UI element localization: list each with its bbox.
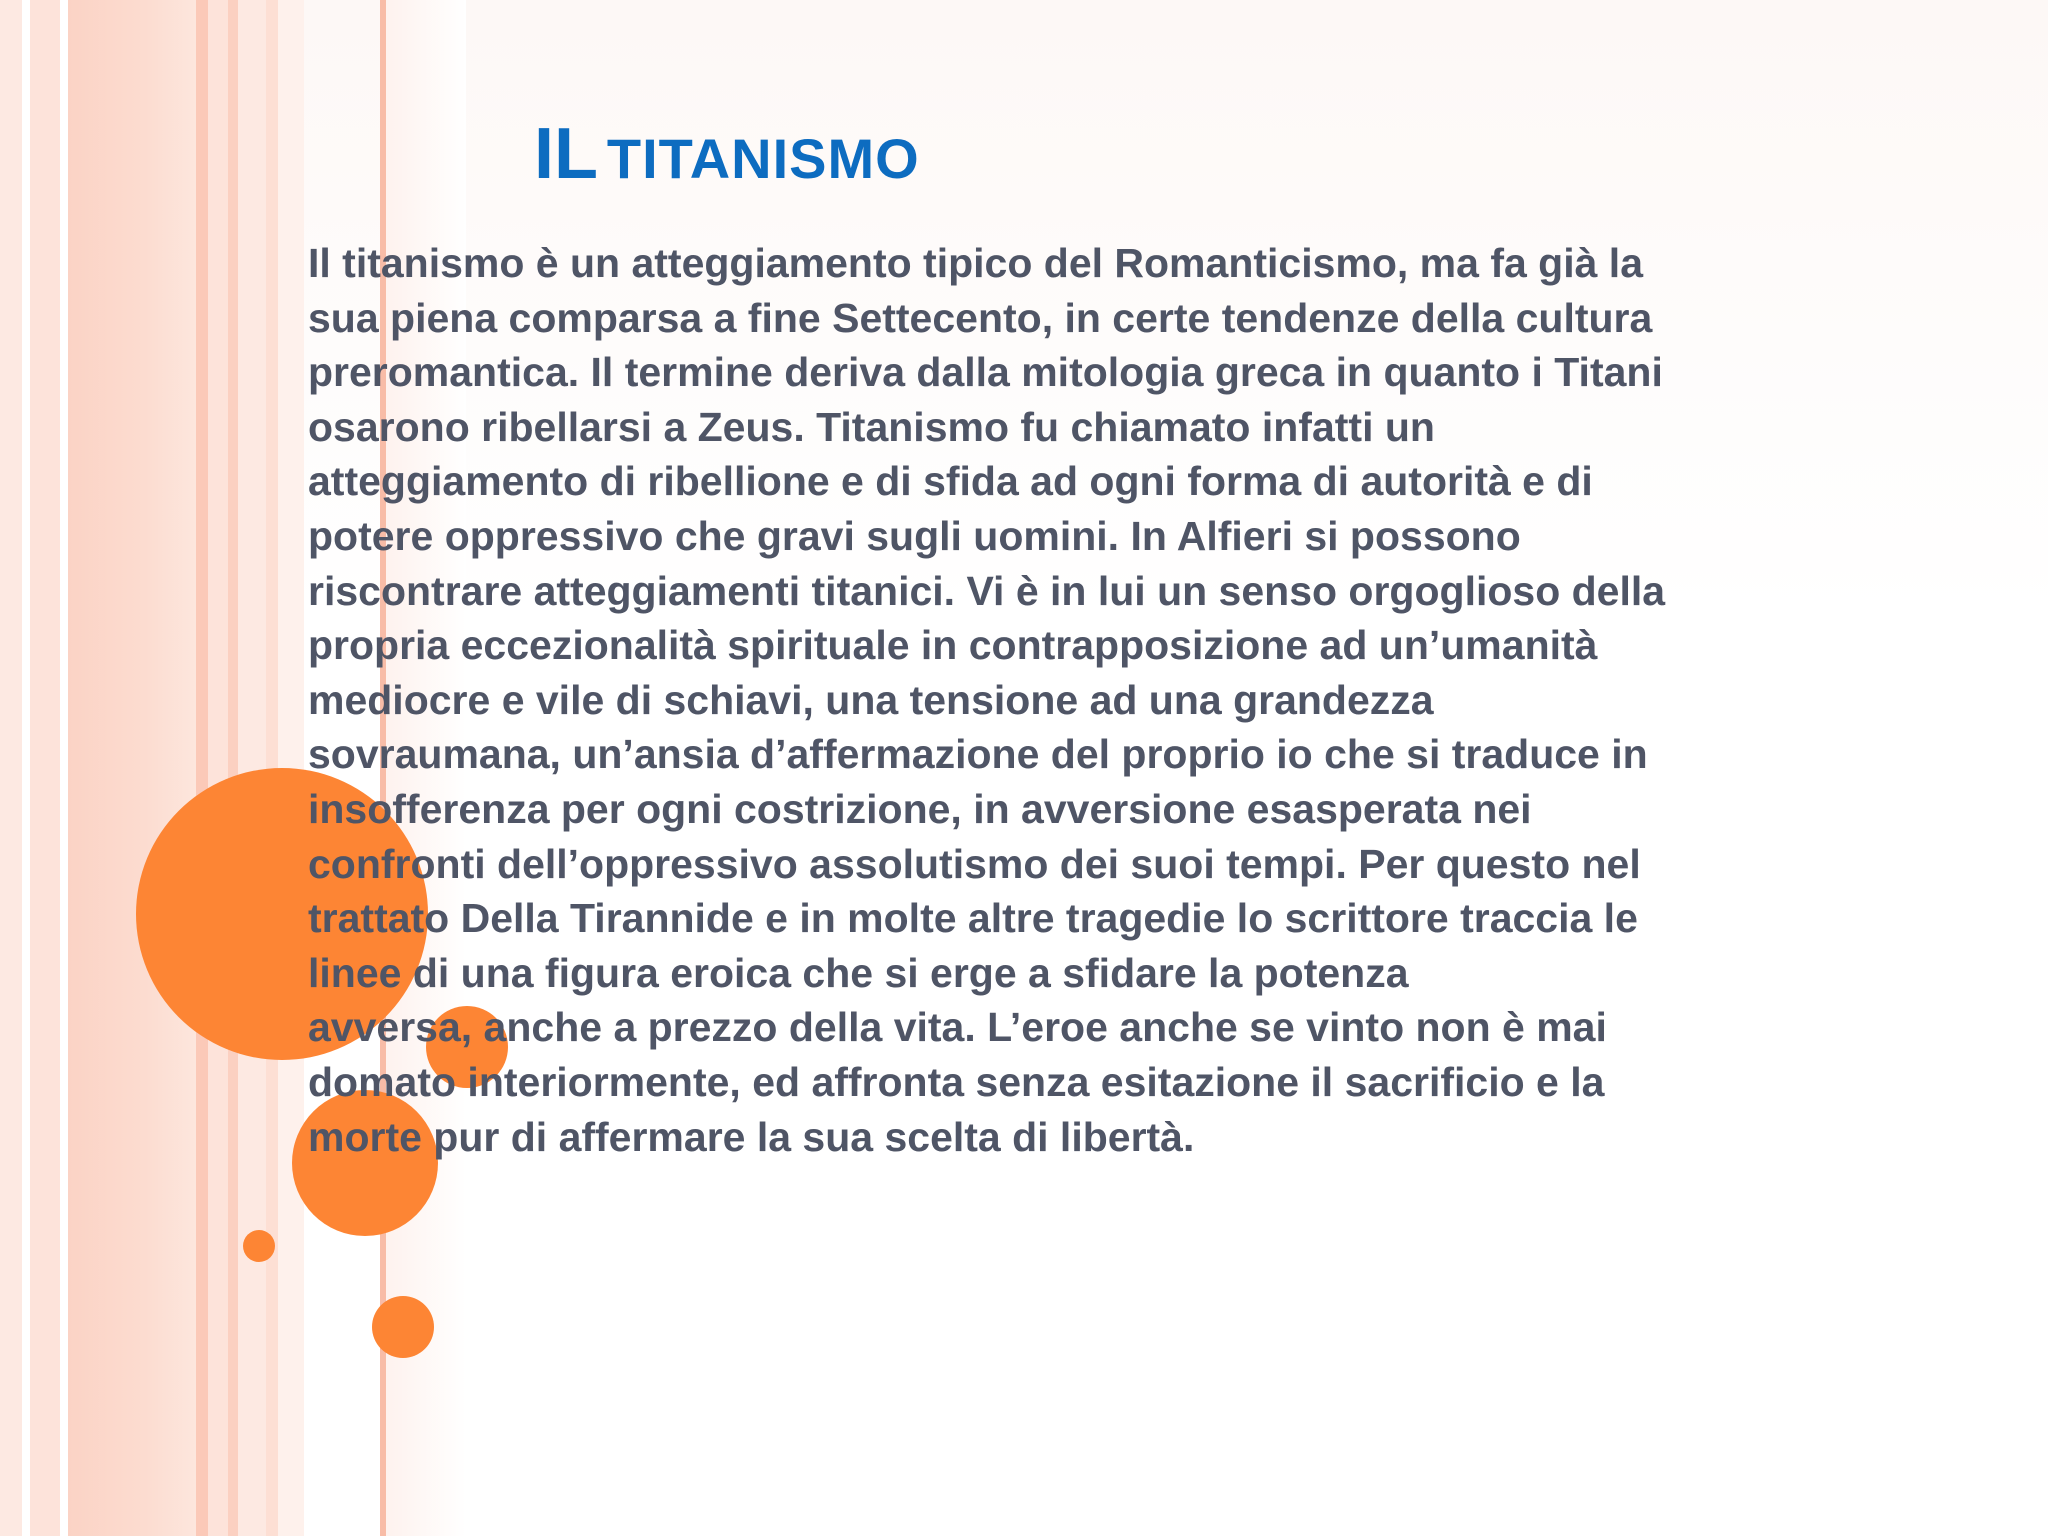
body-line: linee di una figura eroica che si erge a sfidare la potenza <box>308 949 1409 996</box>
decorative-stripe <box>30 0 60 1536</box>
decorative-stripe <box>22 0 30 1536</box>
body-line: atteggiamento di ribellione e di sfida ad ogni forma di autorità e di <box>308 458 1593 505</box>
slide-title-first: IL <box>534 114 598 194</box>
body-line: potere oppressivo che gravi sugli uomini. In Alfieri si possono <box>308 512 1521 559</box>
decorative-stripe <box>60 0 68 1536</box>
slide-title <box>534 114 920 194</box>
slide-title-rest: TITANISMO <box>606 127 920 190</box>
body-line: preromantica. Il termine deriva dalla mitologia greca in quanto i Titani <box>308 349 1663 396</box>
decorative-stripe <box>228 0 238 1536</box>
body-line: trattato Della Tirannide e in molte altre tragedie lo scrittore traccia le <box>308 895 1638 942</box>
decorative-circle-small-bottom <box>372 1296 434 1358</box>
slide-body <box>308 236 1828 1164</box>
body-line: insofferenza per ogni costrizione, in avversione esasperata nei <box>308 785 1532 832</box>
body-line: propria eccezionalità spirituale in contrapposizione ad un’umanità <box>308 622 1598 669</box>
decorative-stripe <box>68 0 196 1536</box>
decorative-stripe <box>196 0 208 1536</box>
decorative-stripe <box>238 0 266 1536</box>
body-line: avversa, anche a prezzo della vita. L’eroe anche se vinto non è mai <box>308 1004 1607 1051</box>
decorative-stripe <box>0 0 22 1536</box>
body-line: confronti dell’oppressivo assolutismo dei suoi tempi. Per questo nel <box>308 840 1641 887</box>
body-line: domato interiormente, ed affronta senza esitazione il sacrificio e la <box>308 1058 1605 1105</box>
body-line: morte pur di affermare la sua scelta di libertà. <box>308 1113 1195 1160</box>
body-line: sovraumana, un’ansia d’affermazione del proprio io che si traduce in <box>308 731 1648 778</box>
body-line: sua piena comparsa a fine Settecento, in certe tendenze della cultura <box>308 294 1653 341</box>
body-line: osarono ribellarsi a Zeus. Titanismo fu chiamato infatti un <box>308 403 1435 450</box>
decorative-stripe <box>208 0 228 1536</box>
body-line: Il titanismo è un atteggiamento tipico del Romanticismo, ma fa già la <box>308 240 1644 286</box>
body-line: mediocre e vile di schiavi, una tensione ad una grandezza <box>308 676 1434 723</box>
body-line: riscontrare atteggiamenti titanici. Vi è in lui un senso orgoglioso della <box>308 567 1666 614</box>
decorative-circle-dot <box>243 1230 275 1262</box>
